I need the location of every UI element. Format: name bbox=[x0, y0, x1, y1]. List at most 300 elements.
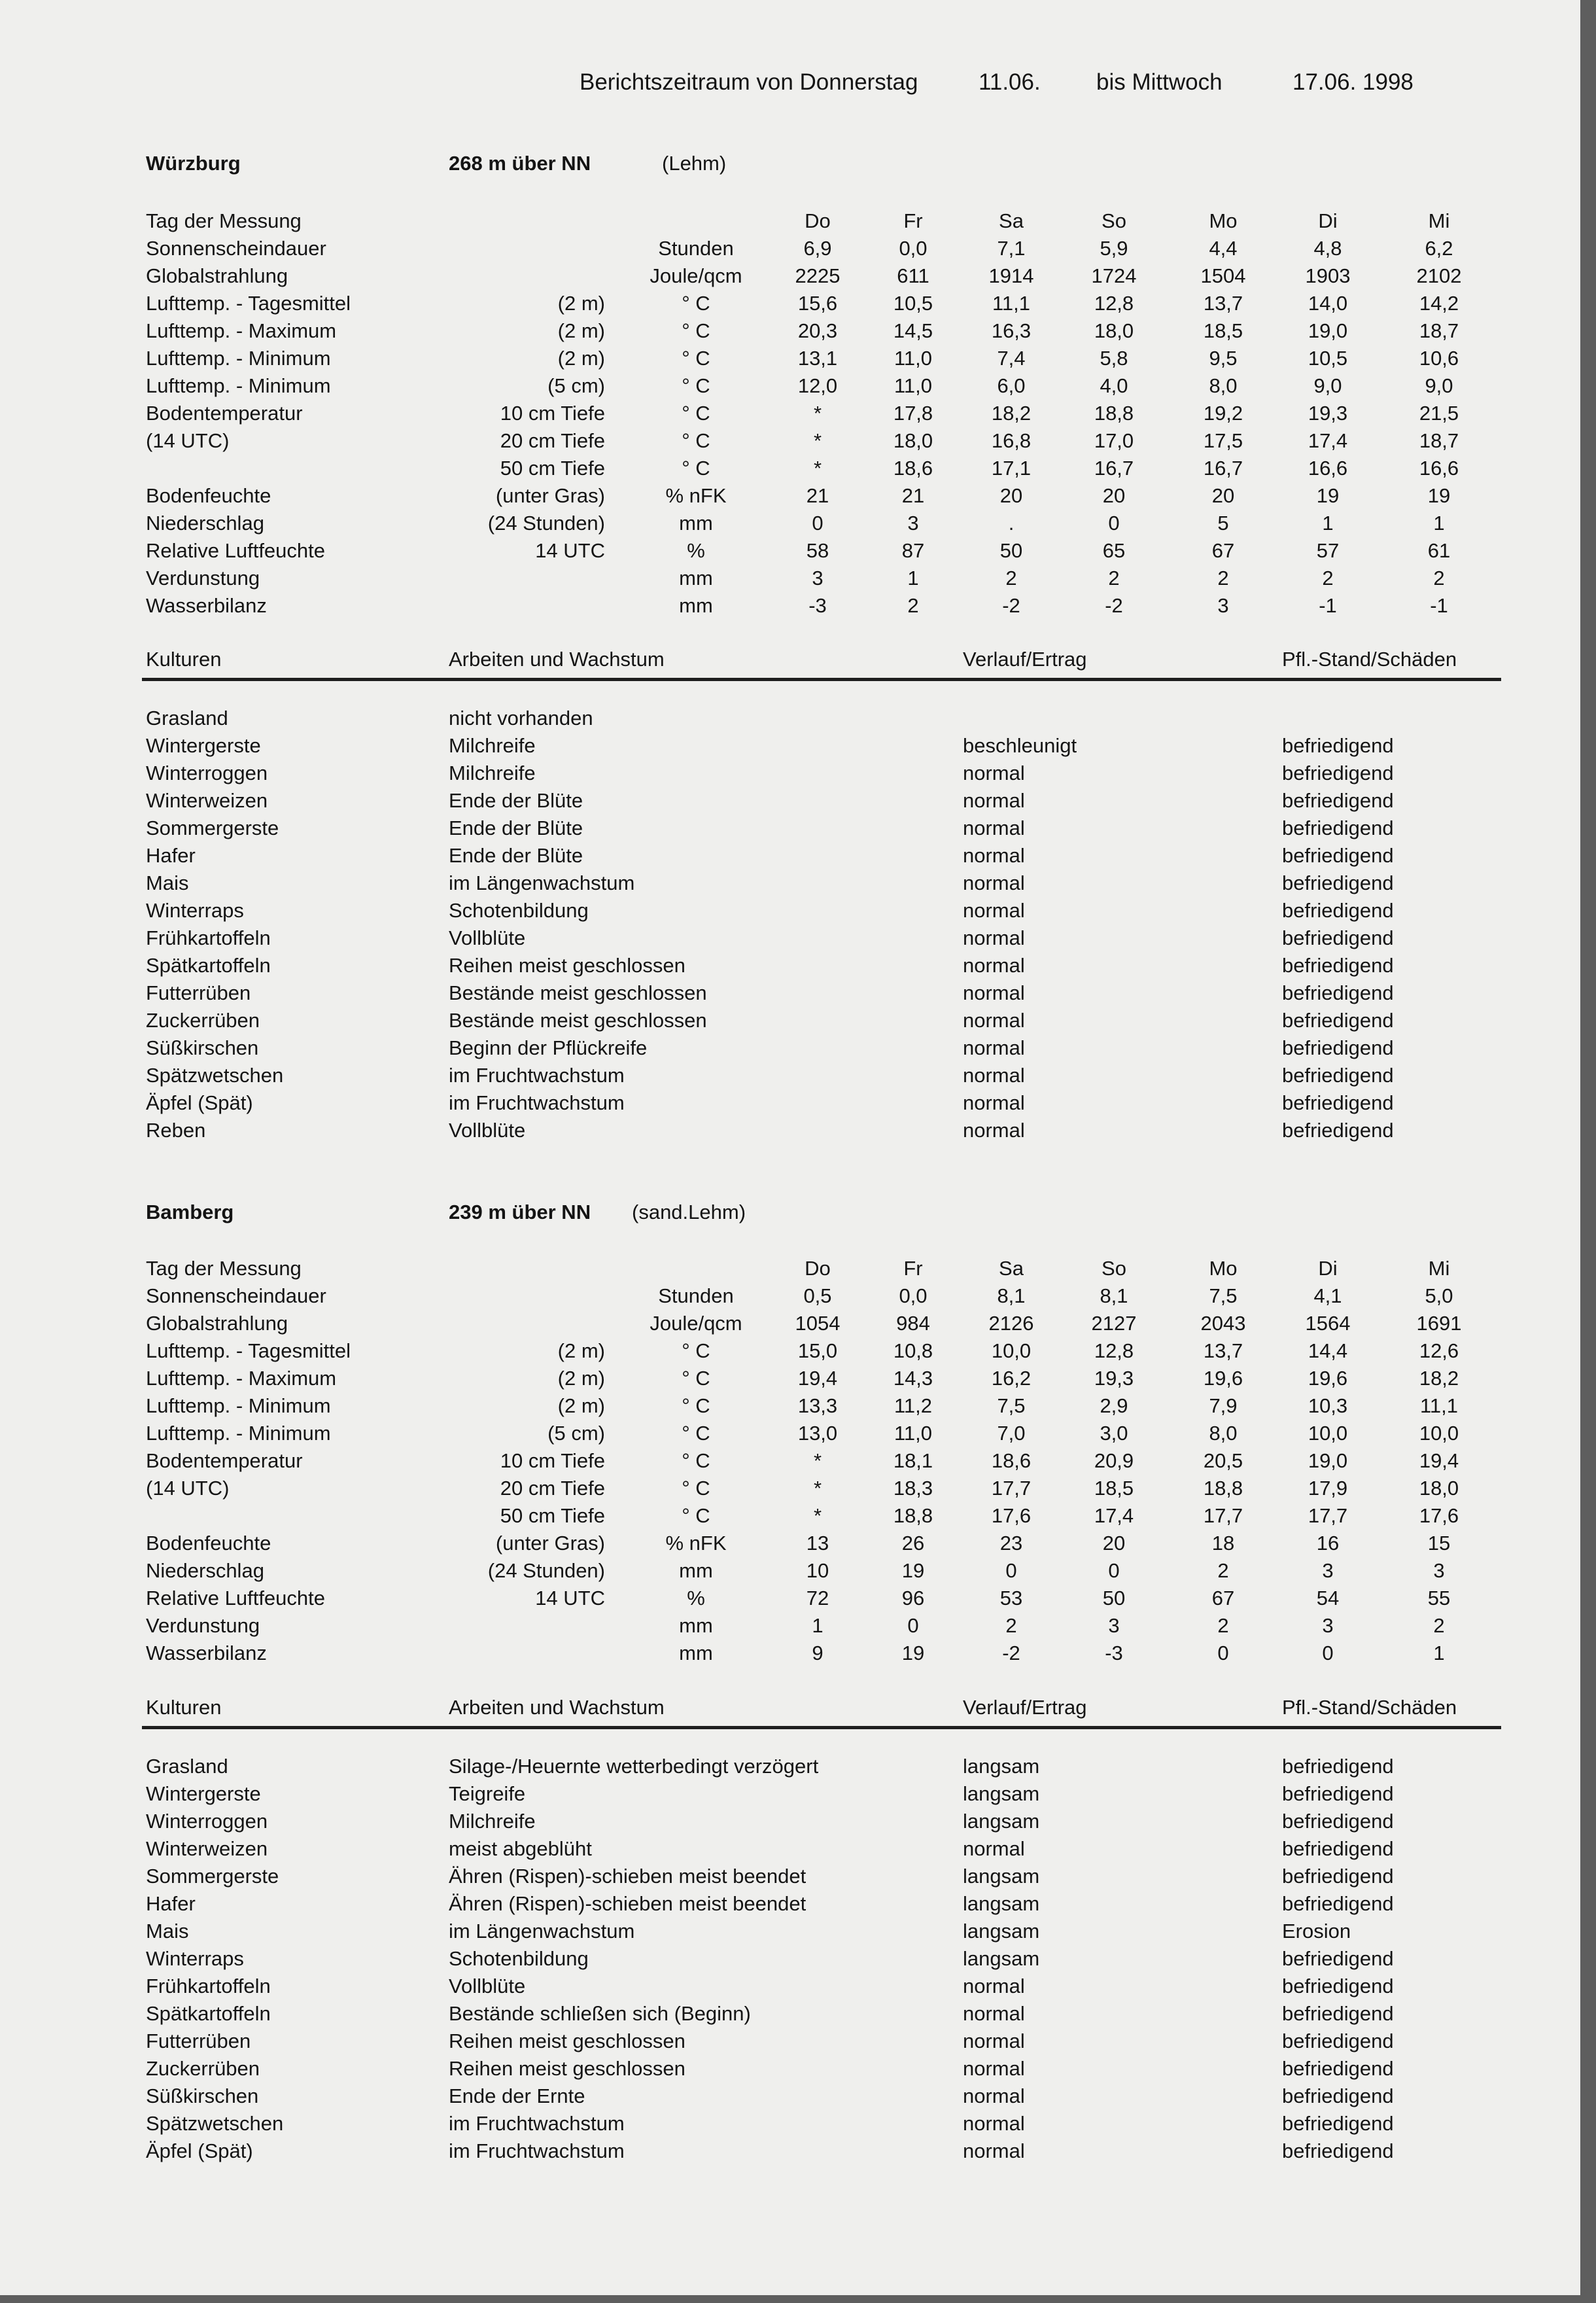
weather-value: 16,8 bbox=[991, 429, 1032, 452]
weather-row bbox=[0, 264, 1580, 292]
weather-value: 17,0 bbox=[1094, 429, 1134, 452]
crop-progress: langsam bbox=[963, 1782, 1040, 1805]
crop-stage: Beginn der Pflückreife bbox=[449, 1036, 648, 1059]
weather-value: 19 bbox=[901, 1642, 925, 1664]
weather-value: 19,4 bbox=[1419, 1449, 1459, 1472]
weather-value: 16,3 bbox=[991, 319, 1032, 342]
weather-value: 9,5 bbox=[1209, 347, 1238, 370]
weather-unit: mm bbox=[679, 1559, 713, 1582]
crop-row bbox=[0, 707, 1580, 734]
weather-value: 18,0 bbox=[893, 429, 933, 452]
crop-progress: normal bbox=[963, 2057, 1025, 2080]
weather-value: 19,3 bbox=[1308, 402, 1348, 425]
crop-condition: befriedigend bbox=[1282, 1755, 1394, 1778]
day-header: Mi bbox=[1428, 209, 1450, 232]
station-altitude: 268 m über NN bbox=[449, 152, 591, 175]
crop-stage: im Längenwachstum bbox=[449, 1920, 635, 1943]
weather-row bbox=[0, 402, 1580, 429]
weather-value: 1 bbox=[907, 567, 919, 589]
crop-progress: normal bbox=[963, 2030, 1025, 2052]
weather-value: 4,4 bbox=[1209, 237, 1238, 260]
crop-condition: befriedigend bbox=[1282, 2139, 1394, 2162]
header-kulturen: Kulturen bbox=[146, 648, 222, 671]
weather-value: 10 bbox=[806, 1559, 829, 1582]
weather-value: 10,3 bbox=[1308, 1394, 1348, 1417]
report-period-to: 17.06. 1998 bbox=[1292, 69, 1414, 95]
weather-value: 20,3 bbox=[797, 319, 838, 342]
crop-condition: Erosion bbox=[1282, 1920, 1351, 1943]
weather-value: 23 bbox=[999, 1532, 1023, 1555]
weather-value: 19,0 bbox=[1308, 1449, 1348, 1472]
weather-value: 17,7 bbox=[991, 1477, 1032, 1500]
weather-value: 14,5 bbox=[893, 319, 933, 342]
weather-sublabel: (2 m) bbox=[557, 319, 605, 342]
crop-progress: normal bbox=[963, 2112, 1025, 2135]
weather-value: 17,7 bbox=[1308, 1504, 1348, 1527]
weather-value: 5,9 bbox=[1100, 237, 1128, 260]
weather-unit: ° C bbox=[682, 374, 710, 397]
weather-value: 58 bbox=[806, 539, 829, 562]
weather-sublabel: 14 UTC bbox=[535, 1587, 605, 1609]
weather-value: 57 bbox=[1316, 539, 1340, 562]
weather-value: 16,7 bbox=[1203, 457, 1243, 480]
weather-unit: ° C bbox=[682, 457, 710, 480]
day-header: Mo bbox=[1209, 209, 1238, 232]
day-header: Mi bbox=[1428, 1257, 1450, 1280]
crop-stage: im Fruchtwachstum bbox=[449, 1064, 625, 1087]
crop-name: Äpfel (Spät) bbox=[146, 1091, 253, 1114]
weather-value: 2 bbox=[1433, 567, 1445, 589]
weather-label: Sonnenscheindauer bbox=[146, 237, 326, 260]
weather-label: Lufttemp. - Minimum bbox=[146, 374, 331, 397]
weather-value: 0 bbox=[1005, 1559, 1017, 1582]
crop-stage: meist abgeblüht bbox=[449, 1837, 592, 1860]
weather-value: 6,2 bbox=[1425, 237, 1453, 260]
weather-unit: ° C bbox=[682, 347, 710, 370]
crop-name: Winterweizen bbox=[146, 789, 268, 812]
weather-value: 18,0 bbox=[1419, 1477, 1459, 1500]
weather-label: Wasserbilanz bbox=[146, 594, 267, 617]
crop-condition: befriedigend bbox=[1282, 2057, 1394, 2080]
weather-value: . bbox=[1008, 512, 1015, 535]
weather-unit: ° C bbox=[682, 1394, 710, 1417]
crop-progress: langsam bbox=[963, 1947, 1040, 1970]
weather-value: 2 bbox=[1005, 567, 1017, 589]
day-header: Di bbox=[1318, 209, 1338, 232]
weather-value: 1914 bbox=[988, 264, 1034, 287]
weather-value: 17,4 bbox=[1094, 1504, 1134, 1527]
weather-value: 5,0 bbox=[1425, 1284, 1453, 1307]
header-kulturen: Kulturen bbox=[146, 1696, 222, 1719]
weather-value: 12,6 bbox=[1419, 1339, 1459, 1362]
weather-value: * bbox=[813, 429, 822, 452]
station-name: Würzburg bbox=[146, 152, 241, 175]
crop-stage: Reihen meist geschlossen bbox=[449, 2057, 685, 2080]
weather-value: 67 bbox=[1211, 1587, 1235, 1609]
weather-value: 18,7 bbox=[1419, 429, 1459, 452]
weather-label: Lufttemp. - Minimum bbox=[146, 347, 331, 370]
crop-name: Zuckerrüben bbox=[146, 1009, 260, 1032]
weather-value: 7,1 bbox=[997, 237, 1026, 260]
crop-table-header bbox=[0, 648, 1580, 675]
crop-name: Wintergerste bbox=[146, 734, 261, 757]
weather-value: 10,6 bbox=[1419, 347, 1459, 370]
report-period-middle: bis Mittwoch bbox=[1096, 69, 1223, 95]
weather-row bbox=[0, 1559, 1580, 1587]
weather-label: Lufttemp. - Maximum bbox=[146, 1367, 337, 1390]
weather-label: Bodenfeuchte bbox=[146, 484, 271, 507]
weather-sublabel: (2 m) bbox=[557, 1339, 605, 1362]
crop-progress: normal bbox=[963, 2002, 1025, 2025]
weather-unit: ° C bbox=[682, 402, 710, 425]
crop-progress: langsam bbox=[963, 1920, 1040, 1943]
weather-label: Bodentemperatur bbox=[146, 402, 303, 425]
weather-value: 2043 bbox=[1200, 1312, 1246, 1335]
weather-value: 4,1 bbox=[1313, 1284, 1342, 1307]
weather-value: 18,6 bbox=[991, 1449, 1032, 1472]
crop-row bbox=[0, 1036, 1580, 1064]
weather-value: 7,9 bbox=[1209, 1394, 1238, 1417]
header-rule bbox=[142, 678, 1501, 681]
weather-value: 6,9 bbox=[803, 237, 832, 260]
header-verlauf: Verlauf/Ertrag bbox=[963, 1696, 1087, 1719]
crop-condition: befriedigend bbox=[1282, 2030, 1394, 2052]
crop-stage: Vollblüte bbox=[449, 926, 526, 949]
crop-stage: Ende der Blüte bbox=[449, 789, 583, 812]
weather-value: 96 bbox=[901, 1587, 925, 1609]
weather-label: Relative Luftfeuchte bbox=[146, 539, 326, 562]
weather-value: 10,0 bbox=[991, 1339, 1032, 1362]
weather-label: Niederschlag bbox=[146, 1559, 264, 1582]
crop-condition: befriedigend bbox=[1282, 2084, 1394, 2107]
weather-value: 9,0 bbox=[1425, 374, 1453, 397]
weather-value: 17,6 bbox=[991, 1504, 1032, 1527]
crop-name: Grasland bbox=[146, 1755, 228, 1778]
weather-label: Lufttemp. - Tagesmittel bbox=[146, 1339, 351, 1362]
weather-value: 17,1 bbox=[991, 457, 1032, 480]
crop-stage: Silage-/Heuernte wetterbedingt verzögert bbox=[449, 1755, 819, 1778]
weather-row bbox=[0, 292, 1580, 319]
crop-row bbox=[0, 762, 1580, 789]
weather-value: 2126 bbox=[988, 1312, 1034, 1335]
crop-condition: befriedigend bbox=[1282, 1091, 1394, 1114]
crop-row bbox=[0, 2002, 1580, 2030]
weather-value: 1054 bbox=[795, 1312, 841, 1335]
crop-name: Spätzwetschen bbox=[146, 1064, 284, 1087]
crop-row bbox=[0, 1755, 1580, 1782]
weather-unit: ° C bbox=[682, 1422, 710, 1445]
crop-progress: normal bbox=[963, 762, 1025, 784]
crop-progress: normal bbox=[963, 1119, 1025, 1142]
crop-progress: langsam bbox=[963, 1892, 1040, 1915]
weather-label: Lufttemp. - Minimum bbox=[146, 1422, 331, 1445]
weather-value: 17,8 bbox=[893, 402, 933, 425]
crop-progress: normal bbox=[963, 789, 1025, 812]
crop-condition: befriedigend bbox=[1282, 762, 1394, 784]
crop-condition: befriedigend bbox=[1282, 954, 1394, 977]
weather-unit: % nFK bbox=[665, 484, 727, 507]
weather-value: 3 bbox=[1217, 594, 1229, 617]
weather-value: 611 bbox=[897, 264, 929, 287]
crop-row bbox=[0, 2139, 1580, 2167]
weather-row bbox=[0, 512, 1580, 539]
crop-stage: im Fruchtwachstum bbox=[449, 2112, 625, 2135]
day-header: Mo bbox=[1209, 1257, 1238, 1280]
weather-value: 0,0 bbox=[899, 1284, 928, 1307]
weather-label: Relative Luftfeuchte bbox=[146, 1587, 326, 1609]
crop-stage: Ähren (Rispen)-schieben meist beendet bbox=[449, 1892, 807, 1915]
crop-progress: normal bbox=[963, 1975, 1025, 1997]
crop-row bbox=[0, 954, 1580, 981]
weather-unit: ° C bbox=[682, 429, 710, 452]
crop-condition: befriedigend bbox=[1282, 1036, 1394, 1059]
weather-label: (14 UTC) bbox=[146, 429, 230, 452]
crop-condition: befriedigend bbox=[1282, 871, 1394, 894]
station-soil-type: (sand.Lehm) bbox=[632, 1201, 746, 1223]
weather-value: 10,5 bbox=[1308, 347, 1348, 370]
weather-value: 3 bbox=[1433, 1559, 1445, 1582]
weather-value: 20 bbox=[1211, 484, 1235, 507]
header-verlauf: Verlauf/Ertrag bbox=[963, 648, 1087, 671]
weather-value: 13,7 bbox=[1203, 1339, 1243, 1362]
weather-sublabel: 50 cm Tiefe bbox=[500, 457, 605, 480]
weather-value: 0 bbox=[907, 1614, 919, 1637]
weather-value: 21,5 bbox=[1419, 402, 1459, 425]
weather-value: 16,2 bbox=[991, 1367, 1032, 1390]
weather-value: 21 bbox=[806, 484, 829, 507]
weather-unit: ° C bbox=[682, 1339, 710, 1362]
weather-unit: Stunden bbox=[658, 1284, 734, 1307]
crop-stage: Schotenbildung bbox=[449, 1947, 589, 1970]
weather-sublabel: (unter Gras) bbox=[495, 484, 605, 507]
station-altitude: 239 m über NN bbox=[449, 1201, 591, 1223]
crop-stage: Vollblüte bbox=[449, 1975, 526, 1997]
day-header: Do bbox=[805, 209, 831, 232]
weather-value: 1 bbox=[1322, 512, 1334, 535]
weather-value: 55 bbox=[1427, 1587, 1451, 1609]
weather-value: 20 bbox=[1102, 484, 1126, 507]
crop-row bbox=[0, 2030, 1580, 2057]
crop-stage: Bestände meist geschlossen bbox=[449, 981, 707, 1004]
crop-row bbox=[0, 1064, 1580, 1091]
weather-row bbox=[0, 539, 1580, 567]
weather-row bbox=[0, 457, 1580, 484]
weather-value: 16,6 bbox=[1419, 457, 1459, 480]
crop-name: Winterweizen bbox=[146, 1837, 268, 1860]
weather-value: 67 bbox=[1211, 539, 1235, 562]
crop-condition: befriedigend bbox=[1282, 1810, 1394, 1833]
weather-value: 15 bbox=[1427, 1532, 1451, 1555]
crop-name: Spätzwetschen bbox=[146, 2112, 284, 2135]
crop-condition: befriedigend bbox=[1282, 2002, 1394, 2025]
crop-condition: befriedigend bbox=[1282, 1865, 1394, 1888]
weather-unit: ° C bbox=[682, 1477, 710, 1500]
crop-name: Futterrüben bbox=[146, 981, 251, 1004]
weather-value: 3 bbox=[1322, 1559, 1334, 1582]
crop-name: Grasland bbox=[146, 707, 228, 730]
weather-value: 10,0 bbox=[1419, 1422, 1459, 1445]
weather-value: 18 bbox=[1211, 1532, 1235, 1555]
weather-unit: mm bbox=[679, 1614, 713, 1637]
day-header: Do bbox=[805, 1257, 831, 1280]
weather-value: -3 bbox=[1105, 1642, 1123, 1664]
weather-value: * bbox=[813, 1477, 822, 1500]
weather-value: 19,4 bbox=[797, 1367, 838, 1390]
weather-value: 0 bbox=[1217, 1642, 1229, 1664]
weather-value: 18,8 bbox=[893, 1504, 933, 1527]
weather-value: 13,3 bbox=[797, 1394, 838, 1417]
crop-name: Mais bbox=[146, 871, 189, 894]
weather-value: 13,0 bbox=[797, 1422, 838, 1445]
crop-stage: Reihen meist geschlossen bbox=[449, 954, 685, 977]
weather-sublabel: (24 Stunden) bbox=[487, 512, 605, 535]
weather-value: 19,6 bbox=[1308, 1367, 1348, 1390]
weather-label: Bodenfeuchte bbox=[146, 1532, 271, 1555]
crop-row bbox=[0, 981, 1580, 1009]
weather-value: 50 bbox=[999, 539, 1023, 562]
weather-value: 18,5 bbox=[1094, 1477, 1134, 1500]
weather-label: Lufttemp. - Maximum bbox=[146, 319, 337, 342]
weather-value: 2 bbox=[1108, 567, 1120, 589]
weather-row bbox=[0, 594, 1580, 622]
crop-stage: Reihen meist geschlossen bbox=[449, 2030, 685, 2052]
weather-label: Verdunstung bbox=[146, 1614, 260, 1637]
crop-stage: nicht vorhanden bbox=[449, 707, 593, 730]
weather-value: 18,1 bbox=[893, 1449, 933, 1472]
weather-unit: Joule/qcm bbox=[650, 264, 742, 287]
weather-label: Tag der Messung bbox=[146, 1257, 302, 1280]
crop-progress: normal bbox=[963, 844, 1025, 867]
crop-stage: Milchreife bbox=[449, 1810, 536, 1833]
weather-value: 1 bbox=[812, 1614, 824, 1637]
crop-row bbox=[0, 1892, 1580, 1920]
crop-row bbox=[0, 2084, 1580, 2112]
weather-row bbox=[0, 237, 1580, 264]
weather-value: 16,7 bbox=[1094, 457, 1134, 480]
weather-value: * bbox=[813, 1449, 822, 1472]
weather-value: 10,8 bbox=[893, 1339, 933, 1362]
crop-stage: Schotenbildung bbox=[449, 899, 589, 922]
weather-label: Wasserbilanz bbox=[146, 1642, 267, 1664]
weather-value: 0 bbox=[1322, 1642, 1334, 1664]
weather-unit: Stunden bbox=[658, 237, 734, 260]
weather-value: 8,1 bbox=[997, 1284, 1026, 1307]
crop-progress: langsam bbox=[963, 1865, 1040, 1888]
weather-value: 0 bbox=[812, 512, 824, 535]
weather-value: -2 bbox=[1105, 594, 1123, 617]
crop-table-header bbox=[0, 1696, 1580, 1723]
weather-value: 14,0 bbox=[1308, 292, 1348, 315]
weather-row bbox=[0, 209, 1580, 237]
crop-progress: normal bbox=[963, 2139, 1025, 2162]
weather-value: 65 bbox=[1102, 539, 1126, 562]
weather-row bbox=[0, 1367, 1580, 1394]
crop-name: Sommergerste bbox=[146, 1865, 279, 1888]
weather-value: 26 bbox=[901, 1532, 925, 1555]
crop-name: Winterraps bbox=[146, 899, 244, 922]
crop-condition: befriedigend bbox=[1282, 789, 1394, 812]
weather-sublabel: (2 m) bbox=[557, 1394, 605, 1417]
weather-value: 53 bbox=[999, 1587, 1023, 1609]
crop-condition: befriedigend bbox=[1282, 2112, 1394, 2135]
weather-value: 20,5 bbox=[1203, 1449, 1243, 1472]
crop-name: Spätkartoffeln bbox=[146, 2002, 271, 2025]
weather-value: 18,8 bbox=[1094, 402, 1134, 425]
weather-value: 3 bbox=[1322, 1614, 1334, 1637]
weather-value: 19 bbox=[1427, 484, 1451, 507]
weather-value: 1564 bbox=[1305, 1312, 1351, 1335]
weather-value: 5,8 bbox=[1100, 347, 1128, 370]
weather-value: 9,0 bbox=[1313, 374, 1342, 397]
weather-value: 7,5 bbox=[997, 1394, 1026, 1417]
weather-row bbox=[0, 1394, 1580, 1422]
header-pflstand: Pfl.-Stand/Schäden bbox=[1282, 1696, 1457, 1719]
weather-value: 18,0 bbox=[1094, 319, 1134, 342]
crop-progress: normal bbox=[963, 926, 1025, 949]
weather-unit: % bbox=[687, 1587, 705, 1609]
weather-unit: mm bbox=[679, 512, 713, 535]
weather-value: * bbox=[813, 402, 822, 425]
weather-value: 1903 bbox=[1305, 264, 1351, 287]
station-soil-type: (Lehm) bbox=[662, 152, 727, 175]
weather-value: 2102 bbox=[1416, 264, 1462, 287]
weather-sublabel: 20 cm Tiefe bbox=[500, 429, 605, 452]
weather-label: (14 UTC) bbox=[146, 1477, 230, 1500]
weather-value: 3,0 bbox=[1100, 1422, 1128, 1445]
crop-condition: befriedigend bbox=[1282, 1975, 1394, 1997]
crop-name: Zuckerrüben bbox=[146, 2057, 260, 2080]
weather-value: 50 bbox=[1102, 1587, 1126, 1609]
weather-value: 0,5 bbox=[803, 1284, 832, 1307]
crop-row bbox=[0, 817, 1580, 844]
weather-value: 54 bbox=[1316, 1587, 1340, 1609]
crop-name: Frühkartoffeln bbox=[146, 926, 271, 949]
crop-stage: im Fruchtwachstum bbox=[449, 2139, 625, 2162]
crop-condition: befriedigend bbox=[1282, 817, 1394, 839]
weather-value: 4,8 bbox=[1313, 237, 1342, 260]
weather-label: Globalstrahlung bbox=[146, 264, 288, 287]
crop-row bbox=[0, 926, 1580, 954]
weather-value: 9 bbox=[812, 1642, 824, 1664]
weather-sublabel: (2 m) bbox=[557, 1367, 605, 1390]
weather-value: 2 bbox=[1217, 1559, 1229, 1582]
crop-row bbox=[0, 899, 1580, 926]
crop-name: Sommergerste bbox=[146, 817, 279, 839]
weather-value: 13 bbox=[806, 1532, 829, 1555]
weather-value: 11,1 bbox=[1419, 1394, 1459, 1417]
weather-value: 3 bbox=[812, 567, 824, 589]
crop-row bbox=[0, 844, 1580, 871]
crop-stage: Bestände meist geschlossen bbox=[449, 1009, 707, 1032]
crop-progress: normal bbox=[963, 2084, 1025, 2107]
crop-progress: normal bbox=[963, 954, 1025, 977]
crop-name: Winterraps bbox=[146, 1947, 244, 1970]
weather-value: 17,6 bbox=[1419, 1504, 1459, 1527]
weather-value: 14,4 bbox=[1308, 1339, 1348, 1362]
weather-label: Verdunstung bbox=[146, 567, 260, 589]
crop-stage: im Längenwachstum bbox=[449, 871, 635, 894]
weather-value: 0,0 bbox=[899, 237, 928, 260]
weather-value: 20 bbox=[999, 484, 1023, 507]
weather-value: 87 bbox=[901, 539, 925, 562]
crop-row bbox=[0, 734, 1580, 762]
crop-row bbox=[0, 1091, 1580, 1119]
crop-stage: Ende der Blüte bbox=[449, 817, 583, 839]
crop-row bbox=[0, 1975, 1580, 2002]
weather-value: 2127 bbox=[1091, 1312, 1137, 1335]
weather-value: 8,0 bbox=[1209, 1422, 1238, 1445]
station-name: Bamberg bbox=[146, 1201, 234, 1223]
